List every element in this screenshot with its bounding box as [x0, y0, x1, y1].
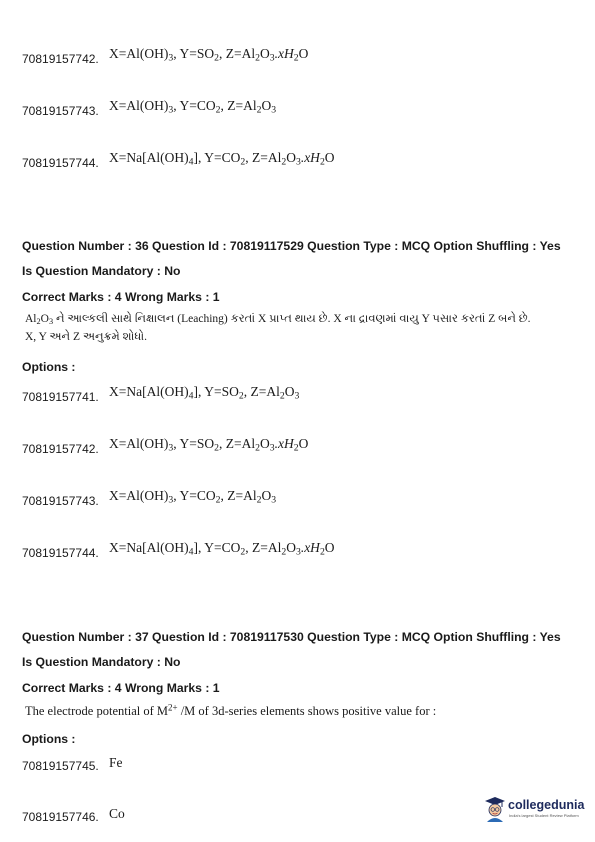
option-text: $X=Al(OH)_3$, $Y=CO_2$, $Z=Al_2O_3$: [109, 488, 277, 506]
option-id: 70819157745.: [22, 759, 99, 773]
mandatory-label: Is Question Mandatory : No: [22, 264, 181, 278]
marks-label: Correct Marks : 4 Wrong Marks : 1: [22, 681, 220, 695]
option-id: 70819157744.: [22, 546, 99, 560]
marks-label: Correct Marks : 4 Wrong Marks : 1: [22, 290, 220, 304]
option-text: $X=Al(OH)_3$, $Y=CO_2$, $Z=Al_2O_3$: [109, 98, 277, 116]
option-text: $X=Na[Al(OH)_4]$, $Y=CO_2$, $Z=Al_2O_3.xH_2O$: [109, 540, 335, 558]
option-id: 70819157746.: [22, 810, 99, 824]
collegedunia-logo: [484, 796, 584, 824]
option-id: 70819157744.: [22, 156, 99, 170]
mandatory-label: Is Question Mandatory : No: [22, 655, 181, 669]
option-text: $X=Al(OH)_3$, $Y=SO_2$, $Z=Al_2O_3.xH_2O$: [109, 436, 309, 454]
question-text: $Al_2O_3$ ને આલ્કલી સાથે નિક્ષાલન (Leaching) કરતાં X પ્રાપ્ત થાય છે. X ના દ્રાવણમાં વાયુ Y પસાર કરતાં Z બને છે.: [25, 313, 531, 327]
logo-tagline: India's largest Student Review Platform: [509, 813, 579, 818]
question-text: The electrode potential of $M^{2+}$ /M of 3d-series elements shows positive value for :: [25, 702, 437, 718]
option-id: 70819157741.: [22, 390, 99, 404]
option-id: 70819157743.: [22, 104, 99, 118]
question-text-line2: X, Y અને Z અનુક્રમે શોધો.: [25, 331, 148, 343]
option-id: 70819157742.: [22, 442, 99, 456]
graduate-avatar-icon: [484, 796, 506, 822]
option-id: 70819157743.: [22, 494, 99, 508]
option-text: $X=Na[Al(OH)_4]$, $Y=CO_2$, $Z=Al_2O_3.xH_2O$: [109, 150, 335, 168]
logo-name: collegedunia: [508, 798, 585, 812]
options-label: Options :: [22, 360, 76, 374]
options-label: Options :: [22, 732, 76, 746]
option-text: Fe: [109, 755, 123, 770]
question-header: Question Number : 37 Question Id : 70819117530 Question Type : MCQ Option Shuffling : Yes: [22, 630, 561, 644]
option-id: 70819157742.: [22, 52, 99, 66]
question-header: Question Number : 36 Question Id : 70819117529 Question Type : MCQ Option Shuffling : Yes: [22, 239, 561, 253]
option-text: $X=Na[Al(OH)_4]$, $Y=SO_2$, $Z=Al_2O_3$: [109, 384, 300, 402]
option-text: $X=Al(OH)_3$, $Y=SO_2$, $Z=Al_2O_3.xH_2O$: [109, 46, 309, 64]
option-text: Co: [109, 806, 125, 821]
